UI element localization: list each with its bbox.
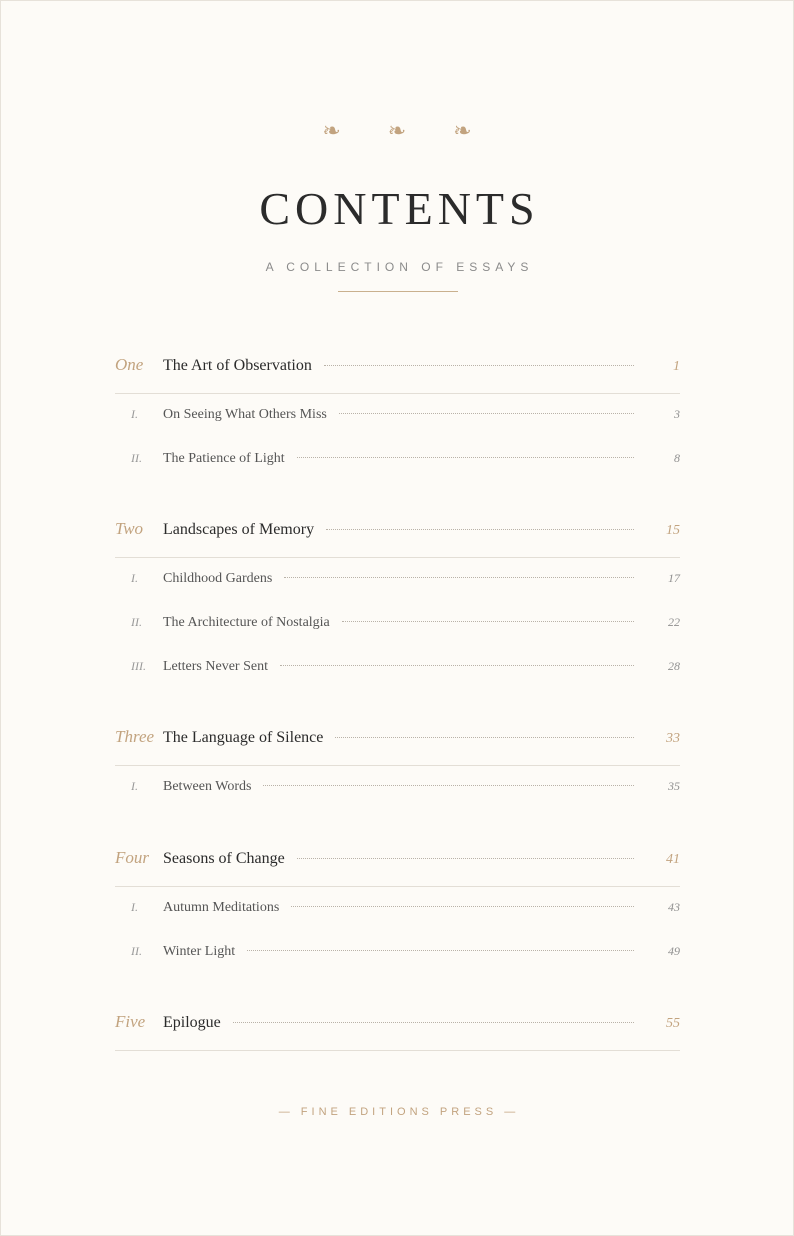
page-number: 35 bbox=[668, 779, 680, 793]
dot-leader bbox=[297, 457, 634, 458]
section-entry[interactable] bbox=[115, 779, 680, 795]
section-title: Between Words bbox=[163, 779, 252, 794]
section-number: II. bbox=[131, 615, 142, 629]
dot-leader bbox=[324, 365, 634, 366]
chapter-entry[interactable] bbox=[115, 355, 680, 375]
chapter-title: Epilogue bbox=[163, 1014, 221, 1031]
chapter-divider bbox=[115, 886, 680, 887]
page-number: 8 bbox=[674, 451, 680, 465]
section-title: The Architecture of Nostalgia bbox=[163, 615, 330, 630]
page-number: 43 bbox=[668, 900, 680, 914]
page-number: 1 bbox=[673, 359, 680, 374]
page-number: 3 bbox=[674, 407, 680, 421]
chapter-divider bbox=[115, 393, 680, 394]
chapter-title: The Art of Observation bbox=[163, 357, 312, 374]
chapter-divider bbox=[115, 1050, 680, 1051]
section-number: II. bbox=[131, 944, 142, 958]
chapter-entry[interactable] bbox=[115, 519, 680, 539]
chapter-entry[interactable] bbox=[115, 727, 680, 747]
dot-leader bbox=[342, 621, 634, 622]
section-title: Letters Never Sent bbox=[163, 659, 268, 674]
page-number: 55 bbox=[666, 1016, 680, 1031]
dot-leader bbox=[335, 737, 634, 738]
chapter-number: Three bbox=[115, 727, 155, 746]
chapter-number: Four bbox=[115, 848, 149, 867]
dot-leader bbox=[233, 1022, 634, 1023]
dot-leader bbox=[263, 785, 634, 786]
page-number: 49 bbox=[668, 944, 680, 958]
section-title: On Seeing What Others Miss bbox=[163, 407, 327, 422]
section-title: The Patience of Light bbox=[163, 451, 285, 466]
chapter-number: Two bbox=[115, 519, 144, 538]
section-entry[interactable] bbox=[115, 900, 680, 916]
section-number: I. bbox=[131, 407, 138, 421]
section-title: Childhood Gardens bbox=[163, 571, 273, 586]
page-number: 28 bbox=[668, 659, 680, 673]
section-entry[interactable] bbox=[115, 451, 680, 467]
chapter-number: One bbox=[115, 355, 144, 374]
chapter-divider bbox=[115, 765, 680, 766]
dot-leader bbox=[284, 577, 634, 578]
page-number: 15 bbox=[666, 523, 680, 538]
section-entry[interactable] bbox=[115, 407, 680, 423]
chapter-title: Landscapes of Memory bbox=[163, 521, 315, 538]
publisher-footer: — FINE EDITIONS PRESS — bbox=[278, 1106, 520, 1118]
page-number: 33 bbox=[666, 731, 680, 746]
chapter-divider bbox=[115, 557, 680, 558]
section-title: Winter Light bbox=[163, 944, 236, 959]
chapter-number: Five bbox=[115, 1012, 146, 1031]
section-entry[interactable] bbox=[115, 615, 680, 631]
section-number: II. bbox=[131, 451, 142, 465]
chapter-entry[interactable] bbox=[115, 848, 680, 868]
section-number: III. bbox=[131, 659, 146, 673]
dot-leader bbox=[326, 529, 634, 530]
section-number: I. bbox=[131, 571, 138, 585]
section-title: Autumn Meditations bbox=[163, 900, 280, 915]
page-subtitle: A COLLECTION OF ESSAYS bbox=[265, 260, 534, 274]
dot-leader bbox=[280, 665, 634, 666]
fleuron-ornament: ❧ ❧ ❧ bbox=[322, 119, 492, 144]
dot-leader bbox=[291, 906, 634, 907]
chapter-title: The Language of Silence bbox=[163, 729, 324, 746]
dot-leader bbox=[339, 413, 634, 414]
dot-leader bbox=[247, 950, 634, 951]
page-number: 22 bbox=[668, 615, 680, 629]
section-entry[interactable] bbox=[115, 944, 680, 960]
dot-leader bbox=[297, 858, 634, 859]
page-number: 41 bbox=[666, 852, 680, 867]
page-title: CONTENTS bbox=[259, 183, 540, 234]
title-divider bbox=[338, 291, 458, 292]
page-number: 17 bbox=[668, 571, 680, 585]
section-entry[interactable] bbox=[115, 659, 680, 675]
section-entry[interactable] bbox=[115, 571, 680, 587]
section-number: I. bbox=[131, 900, 138, 914]
chapter-entry[interactable] bbox=[115, 1012, 680, 1032]
section-number: I. bbox=[131, 779, 138, 793]
chapter-title: Seasons of Change bbox=[163, 850, 285, 867]
